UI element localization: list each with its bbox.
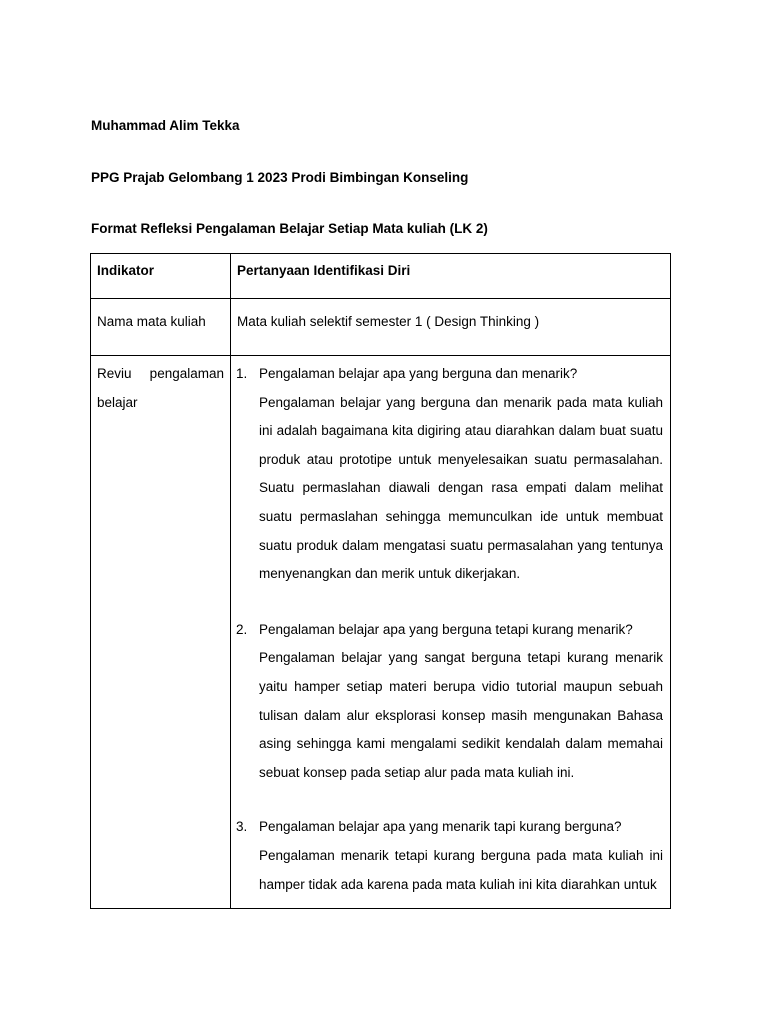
header-indikator-label: Indikator [97,263,155,278]
header-cell-indikator [91,254,231,299]
header-pertanyaan-label: Pertanyaan Identifikasi Diri [237,263,411,278]
table-header-row [91,254,671,299]
course-label: Nama mata kuliah [97,314,206,329]
review-label-cell [91,356,231,909]
format-title: Format Refleksi Pengalaman Belajar Setiap Mata kuliah (LK 2) [91,221,488,236]
item-answer: Pengalaman belajar yang berguna dan menarik pada mata kuliah ini adalah bagaimana kita digiring atau diarahkan dalam buat suatu produk atau prototipe untuk menyelesaikan suatu permasalahan. Suatu permaslahan diawali dengan rasa empati dalam melihat suatu permaslahan sehingga memunculkan ide untuk membuat suatu produk dalam mengatasi suatu permasalahan yang tentunya menyenangkan dan merik untuk dikerjakan. [259,394,663,582]
author-name: Muhammad Alim Tekka [91,118,240,133]
item-answer: Pengalaman menarik tetapi kurang berguna pada mata kuliah ini hamper tidak ada karena pada mata kuliah ini kita diarahkan untuk [259,847,663,892]
table-row-course [91,299,671,356]
item-number: 3. [236,819,248,835]
program-title: PPG Prajab Gelombang 1 2023 Prodi Bimbingan Konseling [91,170,469,185]
list-item [236,360,663,589]
review-label-line1: Reviu pengalaman [97,366,224,381]
list-item [236,813,663,899]
course-value: Mata kuliah selektif semester 1 ( Design Thinking ) [237,314,540,329]
course-value-cell [231,299,671,356]
table-row-review [91,356,671,909]
list-item [236,616,663,788]
review-content-cell [231,356,671,909]
item-answer: Pengalaman belajar yang sangat berguna tetapi kurang menarik yaitu hamper setiap materi berupa vidio tutorial maupun sebuah tulisan dalam alur eksplorasi konsep masih mengunakan Bahasa asing sehingga kami mengalami sedikit kendalah dalam memahai sebuat konsep pada setiap alur pada mata kuliah ini. [259,650,663,780]
item-question: Pengalaman belajar apa yang menarik tapi kurang berguna? [259,819,622,835]
item-question: Pengalaman belajar apa yang berguna dan menarik? [259,366,578,381]
question-list [231,356,670,899]
reflection-table [90,253,671,909]
review-label-line2: belajar [97,394,138,410]
review-label [91,356,230,417]
item-question: Pengalaman belajar apa yang berguna tetapi kurang menarik? [259,621,633,637]
item-number: 2. [236,621,248,637]
item-number: 1. [236,366,248,381]
course-label-cell [91,299,231,356]
header-cell-pertanyaan [231,254,671,299]
